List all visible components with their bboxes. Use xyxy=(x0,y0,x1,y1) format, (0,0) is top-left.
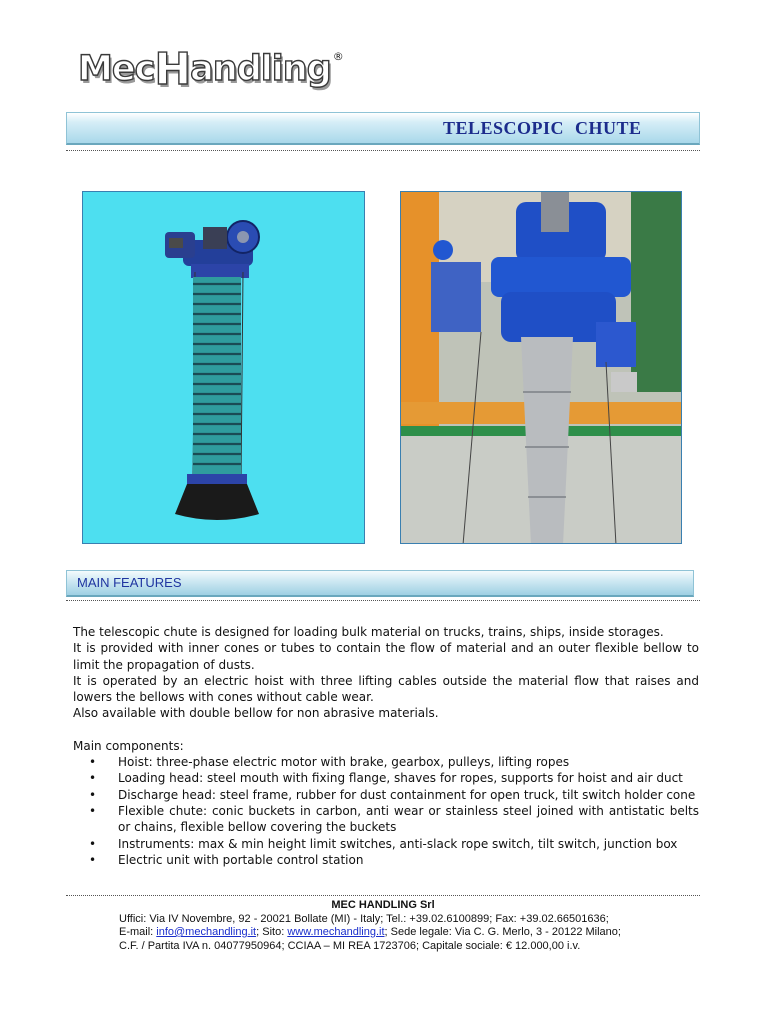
bullet-icon: • xyxy=(89,836,97,851)
bullet-icon: • xyxy=(89,852,97,867)
footer-company: MEC HANDLING Srl xyxy=(331,899,435,911)
section-title: MAIN FEATURES xyxy=(77,575,182,590)
registered-mark: ® xyxy=(332,50,343,63)
logo-text-andling: andling xyxy=(190,49,331,89)
bullet-icon: • xyxy=(89,755,97,770)
section-banner xyxy=(66,570,694,597)
list-item: • Instruments: max & min height limit switches, anti-slack rope switch, tilt switch, junction box xyxy=(89,836,678,851)
description-block xyxy=(73,624,699,868)
email-link[interactable]: info@mechandling.it xyxy=(156,926,257,938)
list-item: • Flexible chute: conic buckets in carbon, anti wear or stainless steel joined with antistatic belts or chains, flexible bellow covering the buckets xyxy=(89,803,699,835)
bellows-rings xyxy=(193,277,241,477)
footer xyxy=(66,897,700,953)
list-item: • Hoist: three-phase electric motor with brake, gearbox, pulleys, lifting ropes xyxy=(89,755,570,770)
company-logo xyxy=(78,40,343,95)
footer-offices: Uffici: Via IV Novembre, 92 - 20021 Bollate (MI) - Italy; Tel.: +39.02.6100899; Fax: +39.02.66501636; xyxy=(119,912,609,925)
footer-tax-info: C.F. / Partita IVA n. 04077950964; CCIAA – MI REA 1723706; Capitale sociale: € 12.000,00 i.v. xyxy=(119,939,581,952)
divider xyxy=(66,150,700,151)
product-photo-installation xyxy=(400,191,682,544)
list-item: • Loading head: steel mouth with fixing flange, shaves for ropes, supports for hoist and air duct xyxy=(89,771,683,786)
footer-divider xyxy=(66,895,700,896)
list-item: • Electric unit with portable control station xyxy=(89,852,364,867)
title-banner xyxy=(66,112,700,145)
page-title: TELESCOPIC CHUTE xyxy=(443,118,642,138)
bullet-icon: • xyxy=(89,803,97,818)
divider xyxy=(66,600,700,601)
list-item: • Discharge head: steel frame, rubber for dust containment for open truck, tilt switch holder cone xyxy=(89,787,696,802)
components-list xyxy=(73,754,699,868)
description-paragraph: Also available with double bellow for non abrasive materials. xyxy=(73,706,439,721)
components-heading: Main components: xyxy=(73,738,184,753)
logo-text-mec: Mec xyxy=(78,49,155,89)
product-photo-chute xyxy=(82,191,365,544)
bullet-icon: • xyxy=(89,787,97,802)
description-paragraph: It is operated by an electric hoist with three lifting cables outside the material flow that raises and lowers the bellows with cones without cable wear. xyxy=(73,673,699,705)
website-link[interactable]: www.mechandling.it xyxy=(287,926,385,938)
logo-text-h: H xyxy=(154,44,191,95)
installation-illustration xyxy=(401,192,682,544)
footer-contacts: E-mail: info@mechandling.it; Sito: www.mechandling.it; Sede legale: Via C. G. Merlo, 3 - 20122 Milano; xyxy=(119,926,621,938)
bullet-icon: • xyxy=(89,771,97,786)
description-paragraph: The telescopic chute is designed for loading bulk material on trucks, trains, ships, inside storages. xyxy=(73,625,664,639)
description-paragraph: It is provided with inner cones or tubes to contain the flow of material and an outer flexible bellow to limit the propagation of dusts. xyxy=(73,641,699,672)
chute-illustration xyxy=(83,192,365,544)
